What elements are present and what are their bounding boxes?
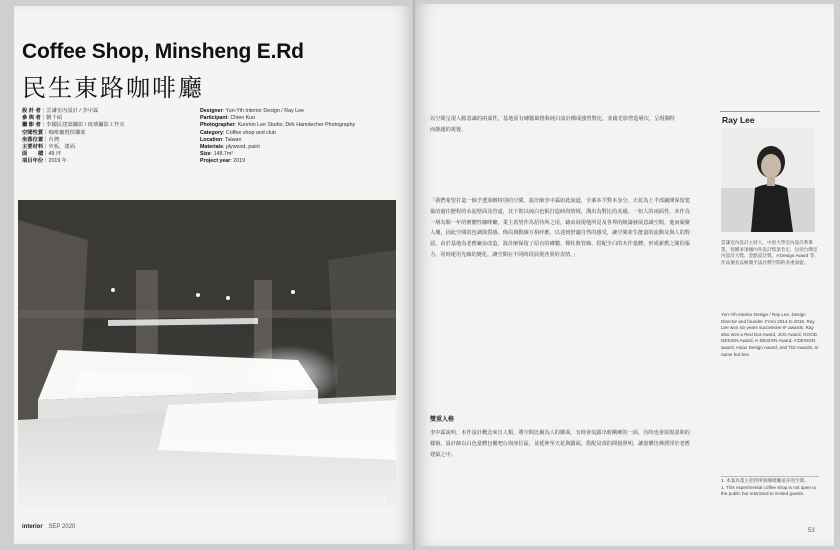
designer-portrait (721, 128, 815, 232)
credit-label: Project year (200, 158, 231, 165)
credit-value: 148.7m² (213, 151, 233, 158)
credit-label: Designer (200, 108, 223, 114)
credit-label: Category (200, 129, 223, 136)
credit-label: 設 計 者 (22, 108, 41, 114)
credit-row: Location: Taiwan (200, 136, 242, 143)
body-paragraph-1: 「我們希望打造一個予透別緻特別的空間，設計師李中霖如此說道，全案本平對本身分，天花為上半部鋪開保留建築的過往歷程的水泥壁面及管道，其下則以純白色板打造時尚情境，溝出為對比的美感。一如人的兩面性，本作為一層為類一年的實體性咖啡廳，業主希望作為招待所之用，藉由展現他所見及各界的統籌發展意識空間，進而凝聚人潮。因此空間的色調與質感、佈局與動線互相呼應，以達到舒適自然的感受，讓空間產生能量的流動及與人的對話。由於基地為老舊廠房改造，設計師保留了原有的磚牆、樑柱與管線，搭配全白的木作量體，形成新舊之間的張力，同時運用光線的變化，讓空間在不同時段展現各異的表情。」 (430, 198, 690, 258)
article-title-zh: 民生東路咖啡廳 (22, 75, 204, 102)
right-page (414, 4, 834, 546)
credit-label: 攝 影 者 (22, 122, 41, 129)
credit-label: Size (200, 151, 211, 158)
note-divider (721, 476, 819, 477)
intro-paragraph: 以空間呈現人脈意識的兩面性，基地原有磚牆風格與純白設計構成強烈對比，並藉光影營造層次，呈現獨特而靜謐的視覺。 (430, 116, 675, 133)
credit-value: 2019 (233, 158, 246, 165)
credit-value: 台灣 (48, 136, 60, 143)
designer-bio-en: Yun-Yih Interior Design / Ray Lee, Design Director and founder. From 2014 to 2019, Ray Lee won six years successive IF awards, Ray also won a Red Dot Award, JCD Award, GOOD DESIGN Award, K-DESIGN Award, A'DESIGN award, Asian Design Award, and TID Awards, to name but few. (721, 312, 819, 357)
credit-value: 雲謙室內設計 / 李中霖 (46, 108, 99, 114)
credit-row: 項目年份｜2019 年 (22, 158, 68, 165)
credit-row: Size: 148.7m² (200, 151, 233, 158)
credit-value: 2019 年 (48, 158, 68, 165)
credit-value: 咖啡廳暨俱樂部 (48, 129, 86, 136)
portrait-illustration (721, 128, 815, 232)
credit-row: 主要材料｜夾板、漆面 (22, 144, 76, 151)
credit-row: 設 計 者｜雲謙室內設計 / 李中霖 (22, 108, 99, 114)
credit-row: 攝 影 者｜李國民建築攝影 / 琉璃攝影工作室 (22, 122, 125, 129)
article-title-en: Coffee Shop, Minsheng E.Rd (22, 40, 304, 63)
credits-en (200, 108, 390, 166)
photo-notes (721, 478, 819, 498)
credit-value: 49 坪 (48, 151, 62, 158)
credit-value: plywood, paint (225, 144, 260, 151)
credit-label: 項目年份 (22, 158, 44, 165)
credit-label: 參 與 者 (22, 115, 41, 122)
book-spine (413, 0, 415, 550)
designer-bio-zh: 雲謙室內設計主持人，中原大學室內設計系畢業，曾獲多項國內外設計獎項肯定，包括台灣室內設計大獎、金點設計獎、A'Design Award 等，作品擅長以極簡手法詮釋空間的多重面貌。 (721, 240, 819, 265)
page-number: 53 (808, 528, 815, 534)
credit-value: Chien Kuo (230, 115, 256, 122)
credit-label: 空間性質 (22, 129, 44, 136)
credit-value: Taiwan (224, 136, 242, 143)
coffee-shop-interior-illustration (18, 200, 396, 510)
credit-row: Designer: Yun-Yih Interior Design / Ray Lee (200, 108, 304, 114)
credit-value: 夾板、漆面 (48, 144, 76, 151)
profile-divider (720, 111, 820, 112)
issue-date: SEP 2020 (48, 524, 76, 530)
body-paragraph-2: 李中霖說明，本作設計概念來自人類，將空間比擬為人的臉面，有時會流露出較剛硬的一面，有時也會展現柔和的樣貌。設計師以白色量體包覆吧台與座位區，並延伸至天花與牆面，搭配局部的間接照明，讓量體彷彿漂浮於老舊建築之中。 (430, 430, 690, 458)
credit-row: Category: Coffee shop and club (200, 129, 276, 136)
photo-number: 1 (382, 498, 386, 504)
credit-label: Participant (200, 115, 228, 122)
credits-zh (22, 108, 182, 166)
credit-row: 空間性質｜咖啡廳暨俱樂部 (22, 129, 86, 136)
magazine-name: interior (22, 524, 43, 530)
section-subheading: 雙重人格 (430, 417, 455, 423)
credit-value: Coffee shop and club (225, 129, 276, 136)
interior-photo (18, 200, 396, 510)
credit-row: 坐落位置｜台灣 (22, 136, 60, 143)
credit-row: Project year: 2019 (200, 158, 246, 165)
note-zh: 1. 本案為業主招待所與咖啡廳並存的空間。 (721, 478, 809, 483)
note-en: 1. This experimental coffee shop is not open to the public but restricted to invited guests. (721, 484, 817, 497)
credit-label: Materials (200, 144, 223, 151)
credit-value: Kuomin Lee Studio, Dirk Hamdecher Photography (237, 122, 356, 129)
credit-label: 面 積 (22, 151, 44, 158)
credit-row: Participant: Chien Kuo (200, 115, 256, 122)
left-footer (22, 524, 75, 530)
credit-row: Photographer: Kuomin Lee Studio, Dirk Hamdecher Photography (200, 122, 356, 129)
credit-label: Photographer (200, 122, 235, 129)
credit-label: 坐落位置 (22, 136, 44, 143)
credit-label: 主要材料 (22, 144, 44, 151)
credit-value: 李國民建築攝影 / 琉璃攝影工作室 (46, 122, 125, 129)
credit-row: Materials: plywood, paint (200, 144, 260, 151)
credit-label: Location (200, 136, 223, 143)
credit-row: 參 與 者｜劉千碩 (22, 115, 63, 122)
credit-value: Yun-Yih Interior Design / Ray Lee (225, 108, 304, 114)
credit-row: 面 積｜49 坪 (22, 151, 62, 158)
credit-value: 劉千碩 (46, 115, 63, 122)
designer-name: Ray Lee (722, 115, 755, 125)
